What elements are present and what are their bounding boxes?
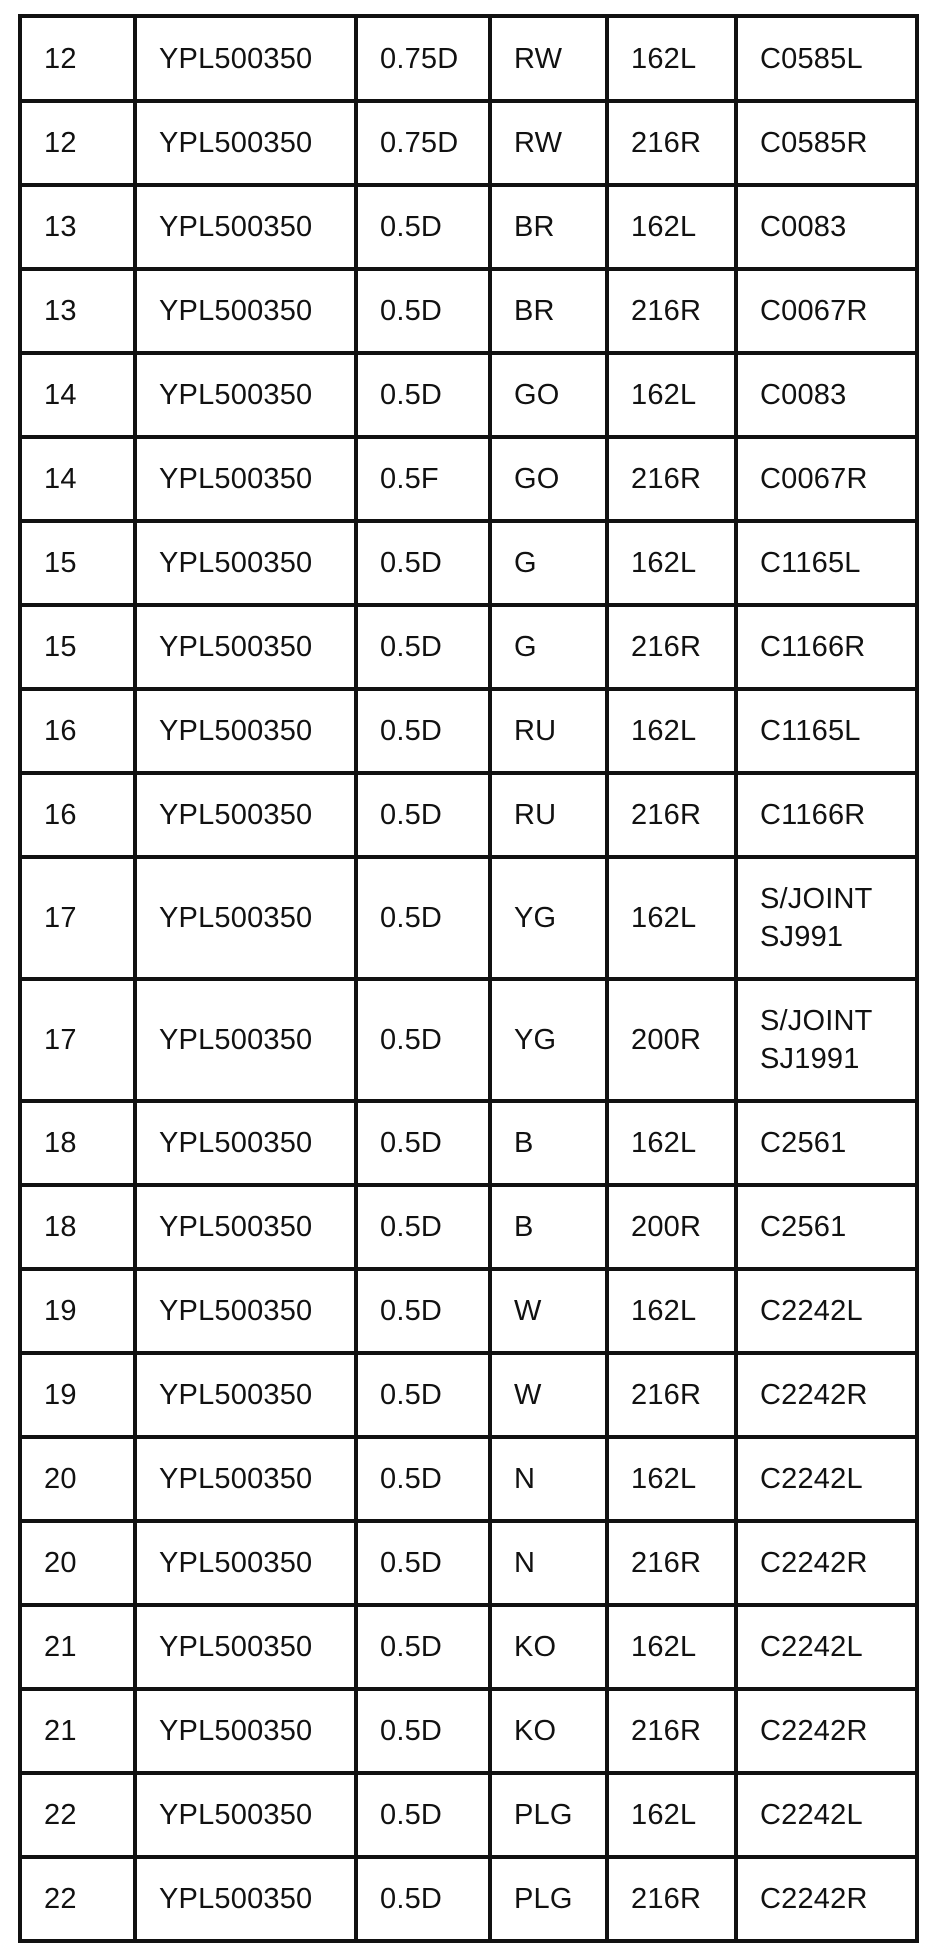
wire-size-cell: 0.5D (356, 185, 490, 269)
table-row (20, 689, 917, 773)
wire-length-cell: 216R (607, 101, 736, 185)
part-number-cell: YPL500350 (135, 437, 356, 521)
table-row (20, 857, 917, 979)
table-row (20, 1437, 917, 1521)
table-row (20, 185, 917, 269)
wire-length-cell: 162L (607, 16, 736, 101)
wire-size-cell: 0.75D (356, 16, 490, 101)
table-row (20, 979, 917, 1101)
harness-number-cell: 17 (20, 979, 135, 1101)
table-row (20, 1185, 917, 1269)
wire-color-cell: GO (490, 353, 607, 437)
wire-color-cell: RW (490, 101, 607, 185)
harness-number-cell: 16 (20, 773, 135, 857)
wire-color-cell: N (490, 1521, 607, 1605)
wire-color-cell: W (490, 1269, 607, 1353)
connector-cell: C2242L (736, 1269, 917, 1353)
part-number-cell: YPL500350 (135, 1857, 356, 1941)
harness-number-cell: 13 (20, 269, 135, 353)
wire-length-cell: 162L (607, 857, 736, 979)
connector-cell: C0585L (736, 16, 917, 101)
connector-cell: C1165L (736, 689, 917, 773)
wire-size-cell: 0.5D (356, 857, 490, 979)
connector-cell: C2242R (736, 1521, 917, 1605)
part-number-cell: YPL500350 (135, 689, 356, 773)
harness-number-cell: 19 (20, 1269, 135, 1353)
connector-cell: C2561 (736, 1101, 917, 1185)
table-row (20, 1101, 917, 1185)
harness-number-cell: 18 (20, 1185, 135, 1269)
connector-cell: S/JOINT SJ1991 (736, 979, 917, 1101)
harness-number-cell: 19 (20, 1353, 135, 1437)
connector-cell: C2242L (736, 1605, 917, 1689)
connector-cell: C2561 (736, 1185, 917, 1269)
wire-color-cell: BR (490, 185, 607, 269)
part-number-cell: YPL500350 (135, 1437, 356, 1521)
wire-size-cell: 0.5D (356, 353, 490, 437)
wire-length-cell: 162L (607, 1101, 736, 1185)
wire-size-cell: 0.5D (356, 1185, 490, 1269)
part-number-cell: YPL500350 (135, 1689, 356, 1773)
wire-size-cell: 0.5D (356, 1269, 490, 1353)
wire-length-cell: 216R (607, 1521, 736, 1605)
wire-length-cell: 162L (607, 1605, 736, 1689)
harness-number-cell: 15 (20, 521, 135, 605)
wire-length-cell: 216R (607, 1353, 736, 1437)
table-row (20, 101, 917, 185)
wire-color-cell: RU (490, 689, 607, 773)
table-row (20, 437, 917, 521)
connector-cell: C2242L (736, 1773, 917, 1857)
harness-number-cell: 12 (20, 101, 135, 185)
wire-color-cell: RW (490, 16, 607, 101)
wire-length-cell: 216R (607, 269, 736, 353)
harness-number-cell: 13 (20, 185, 135, 269)
wire-size-cell: 0.5D (356, 605, 490, 689)
wire-length-cell: 216R (607, 437, 736, 521)
part-number-cell: YPL500350 (135, 1269, 356, 1353)
wire-table-body (20, 16, 917, 1941)
table-row (20, 16, 917, 101)
connector-cell: C2242R (736, 1857, 917, 1941)
wire-color-cell: PLG (490, 1857, 607, 1941)
table-row (20, 1521, 917, 1605)
part-number-cell: YPL500350 (135, 16, 356, 101)
harness-number-cell: 17 (20, 857, 135, 979)
part-number-cell: YPL500350 (135, 521, 356, 605)
wire-size-cell: 0.75D (356, 101, 490, 185)
table-row (20, 1689, 917, 1773)
wire-size-cell: 0.5D (356, 1689, 490, 1773)
part-number-cell: YPL500350 (135, 1353, 356, 1437)
wire-color-cell: B (490, 1101, 607, 1185)
connector-cell: C2242L (736, 1437, 917, 1521)
wire-color-cell: KO (490, 1689, 607, 1773)
connector-cell: C0067R (736, 269, 917, 353)
part-number-cell: YPL500350 (135, 857, 356, 979)
wire-color-cell: G (490, 521, 607, 605)
wire-size-cell: 0.5D (356, 1857, 490, 1941)
part-number-cell: YPL500350 (135, 1773, 356, 1857)
harness-number-cell: 22 (20, 1857, 135, 1941)
harness-number-cell: 14 (20, 353, 135, 437)
wire-length-cell: 216R (607, 1689, 736, 1773)
harness-number-cell: 12 (20, 16, 135, 101)
harness-number-cell: 21 (20, 1605, 135, 1689)
harness-number-cell: 21 (20, 1689, 135, 1773)
wire-color-cell: YG (490, 979, 607, 1101)
wire-length-cell: 162L (607, 185, 736, 269)
connector-cell: C2242R (736, 1353, 917, 1437)
table-row (20, 605, 917, 689)
wire-color-cell: N (490, 1437, 607, 1521)
wire-color-cell: W (490, 1353, 607, 1437)
wire-length-cell: 162L (607, 1437, 736, 1521)
wire-size-cell: 0.5D (356, 521, 490, 605)
wire-color-cell: YG (490, 857, 607, 979)
harness-number-cell: 20 (20, 1521, 135, 1605)
wire-length-cell: 200R (607, 1185, 736, 1269)
table-row (20, 353, 917, 437)
wire-size-cell: 0.5D (356, 773, 490, 857)
connector-cell: C0083 (736, 185, 917, 269)
table-row (20, 773, 917, 857)
wire-size-cell: 0.5D (356, 1437, 490, 1521)
table-row (20, 1773, 917, 1857)
wire-size-cell: 0.5D (356, 1521, 490, 1605)
wire-size-cell: 0.5D (356, 1101, 490, 1185)
table-row (20, 1353, 917, 1437)
part-number-cell: YPL500350 (135, 1521, 356, 1605)
wire-length-cell: 162L (607, 689, 736, 773)
part-number-cell: YPL500350 (135, 773, 356, 857)
part-number-cell: YPL500350 (135, 979, 356, 1101)
part-number-cell: YPL500350 (135, 101, 356, 185)
harness-number-cell: 20 (20, 1437, 135, 1521)
wire-color-cell: RU (490, 773, 607, 857)
harness-number-cell: 15 (20, 605, 135, 689)
connector-cell: C1166R (736, 773, 917, 857)
table-row (20, 269, 917, 353)
wire-color-cell: PLG (490, 1773, 607, 1857)
connector-cell: C1165L (736, 521, 917, 605)
wire-length-cell: 216R (607, 1857, 736, 1941)
part-number-cell: YPL500350 (135, 1101, 356, 1185)
wire-spec-table (18, 14, 919, 1943)
part-number-cell: YPL500350 (135, 269, 356, 353)
table-row (20, 1605, 917, 1689)
wire-color-cell: B (490, 1185, 607, 1269)
wire-size-cell: 0.5D (356, 979, 490, 1101)
connector-cell: C0585R (736, 101, 917, 185)
part-number-cell: YPL500350 (135, 185, 356, 269)
harness-number-cell: 14 (20, 437, 135, 521)
wire-length-cell: 162L (607, 521, 736, 605)
part-number-cell: YPL500350 (135, 1605, 356, 1689)
wire-size-cell: 0.5D (356, 1605, 490, 1689)
connector-cell: C0083 (736, 353, 917, 437)
wire-color-cell: KO (490, 1605, 607, 1689)
wire-size-cell: 0.5D (356, 689, 490, 773)
table-row (20, 1269, 917, 1353)
wire-size-cell: 0.5D (356, 1773, 490, 1857)
wire-length-cell: 162L (607, 1269, 736, 1353)
harness-number-cell: 16 (20, 689, 135, 773)
part-number-cell: YPL500350 (135, 605, 356, 689)
connector-cell: C2242R (736, 1689, 917, 1773)
harness-number-cell: 22 (20, 1773, 135, 1857)
wire-length-cell: 200R (607, 979, 736, 1101)
connector-cell: S/JOINT SJ991 (736, 857, 917, 979)
harness-number-cell: 18 (20, 1101, 135, 1185)
table-row (20, 1857, 917, 1941)
wire-size-cell: 0.5F (356, 437, 490, 521)
wire-length-cell: 162L (607, 1773, 736, 1857)
wire-length-cell: 216R (607, 605, 736, 689)
connector-cell: C1166R (736, 605, 917, 689)
wire-color-cell: BR (490, 269, 607, 353)
wire-length-cell: 216R (607, 773, 736, 857)
part-number-cell: YPL500350 (135, 1185, 356, 1269)
connector-cell: C0067R (736, 437, 917, 521)
wire-size-cell: 0.5D (356, 1353, 490, 1437)
table-row (20, 521, 917, 605)
part-number-cell: YPL500350 (135, 353, 356, 437)
wire-color-cell: GO (490, 437, 607, 521)
wire-size-cell: 0.5D (356, 269, 490, 353)
wire-color-cell: G (490, 605, 607, 689)
wire-length-cell: 162L (607, 353, 736, 437)
